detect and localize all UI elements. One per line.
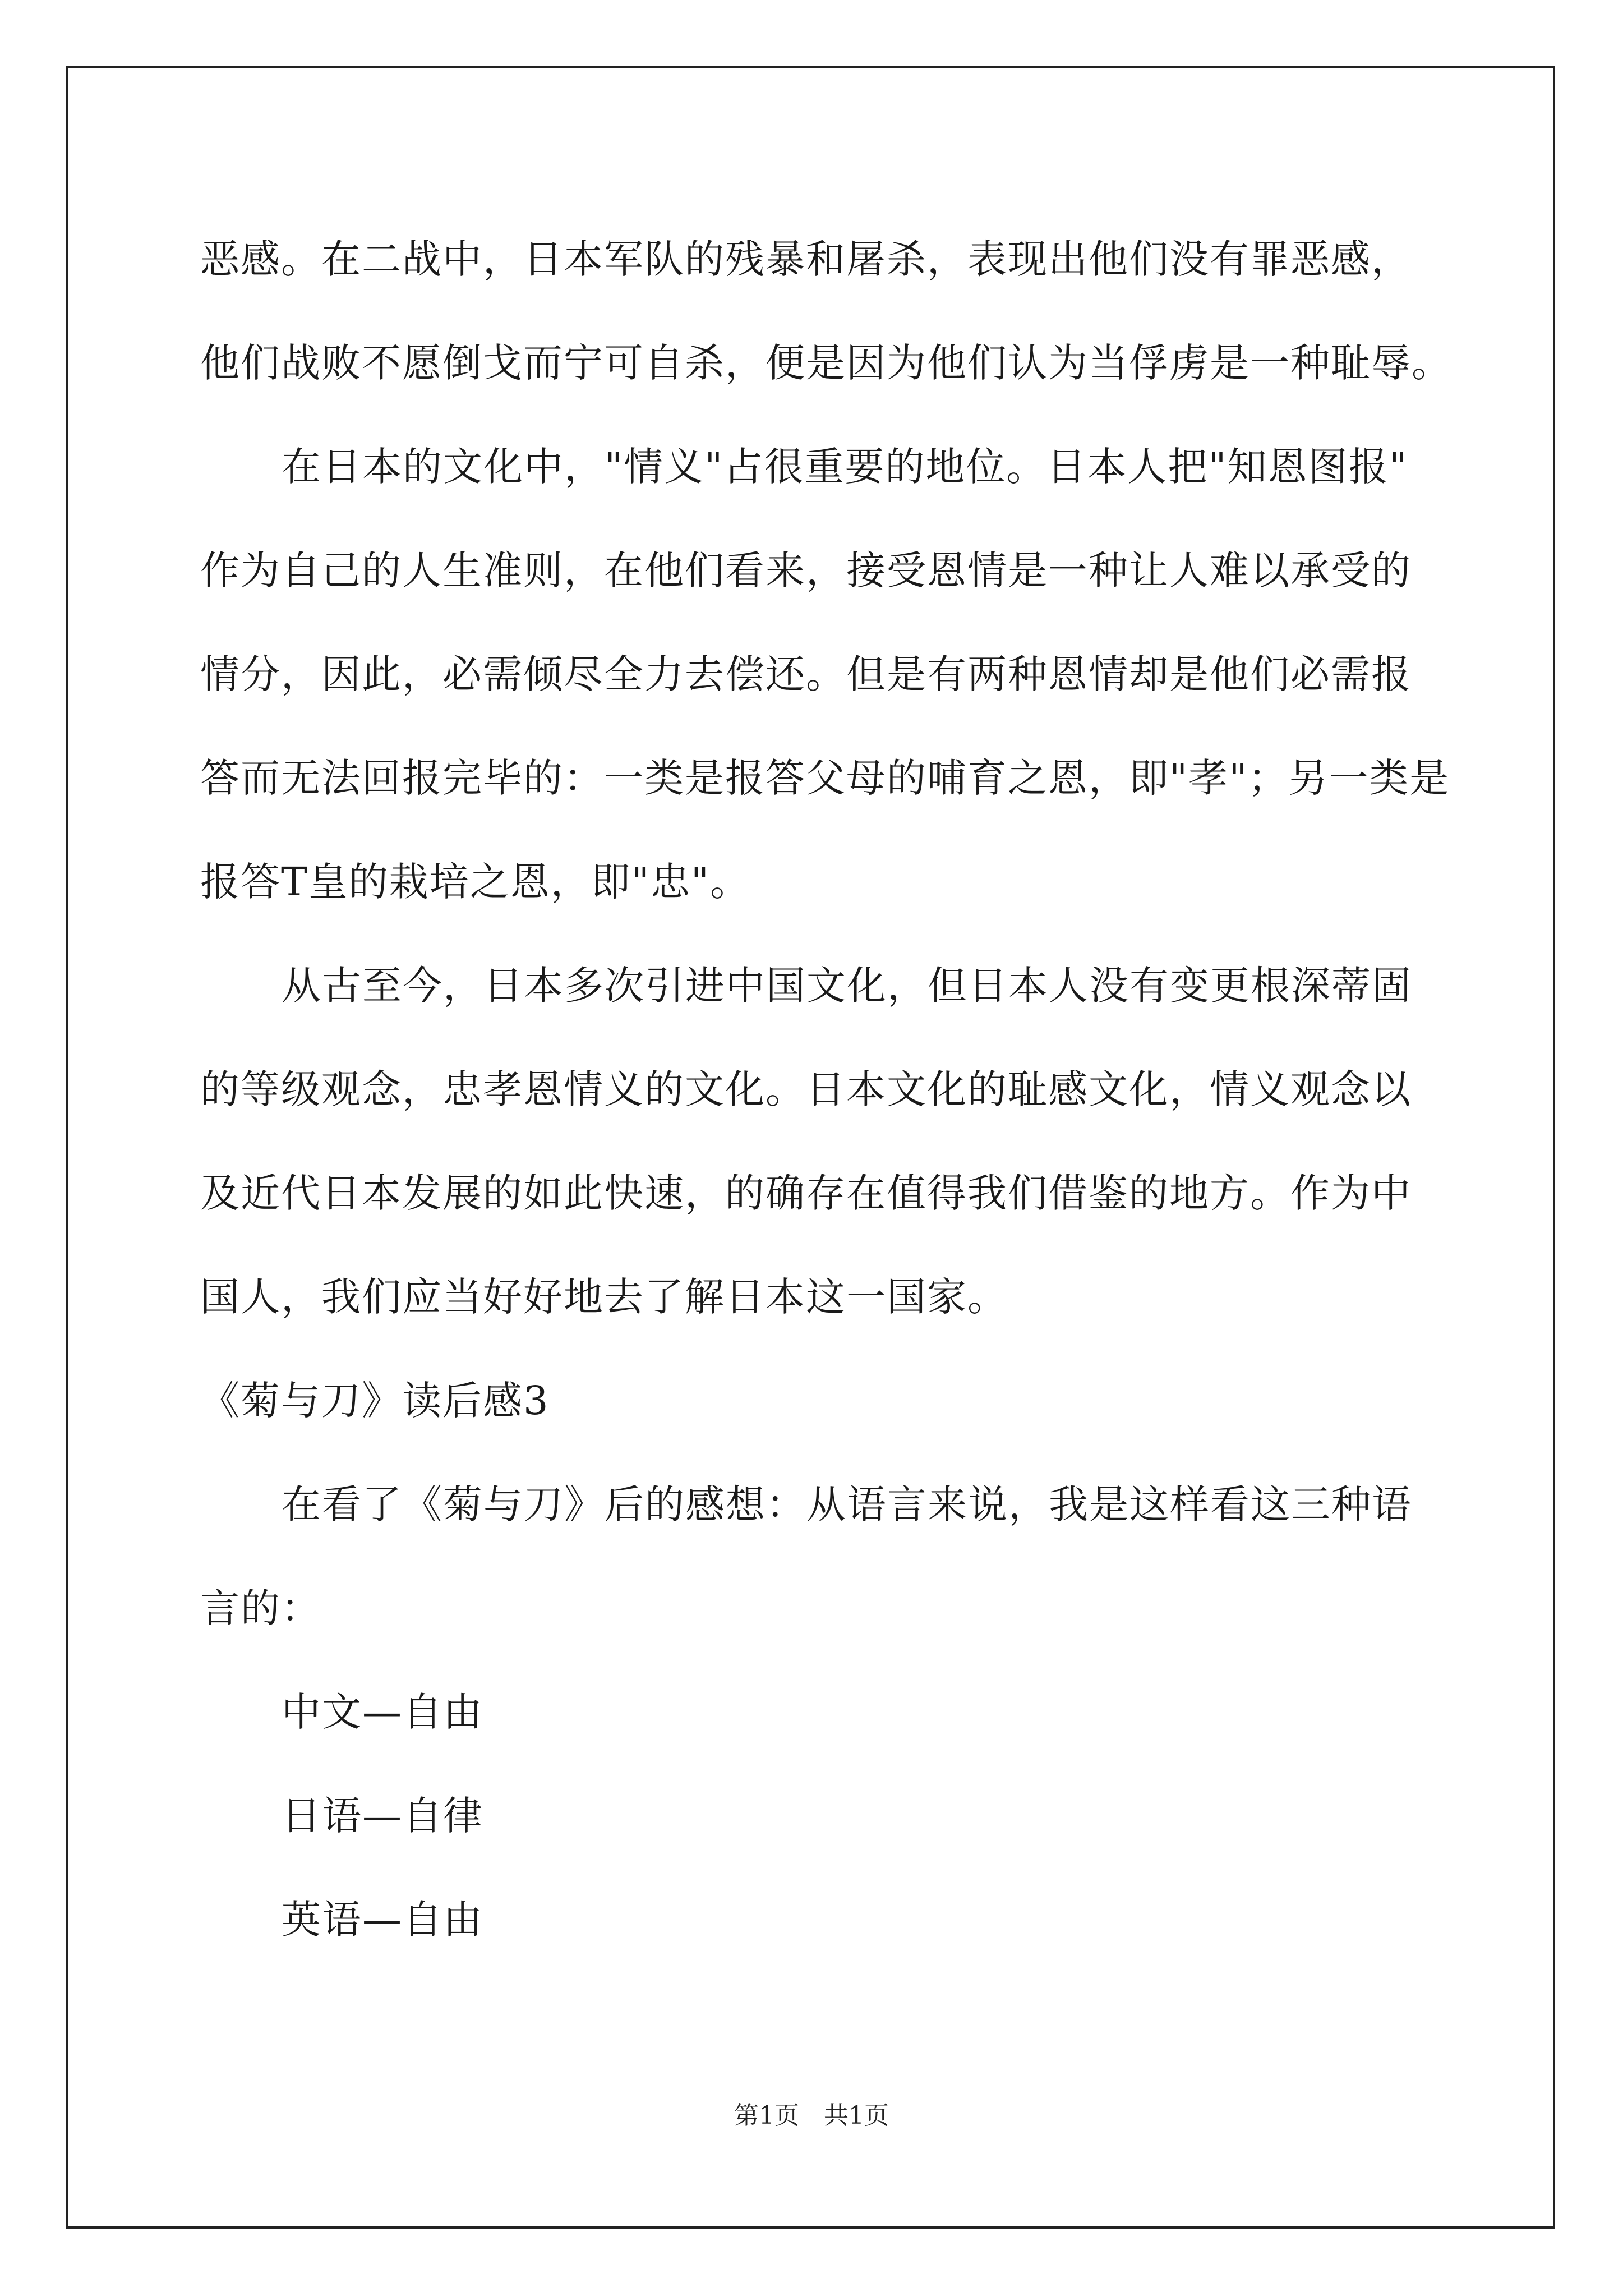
paragraph [200, 934, 1423, 1349]
text-line: 国人，我们应当好好地去了解日本这一国家。 [200, 1274, 1008, 1320]
text-line: 在日本的文化中，"情义"占很重要的地位。日本人把"知恩图报" [282, 444, 1408, 490]
page-footer: 第1页 共1页 [734, 2101, 889, 2130]
document-body [200, 208, 1452, 1972]
paragraph [200, 415, 1450, 934]
language-list [200, 1660, 1423, 1972]
text-line: 从古至今，日本多次引进中国文化，但日本人没有变更根深蒂固 [282, 963, 1412, 1009]
paragraph [200, 1453, 1423, 1660]
list-item: 中文—自由 [282, 1689, 483, 1735]
text-line: 的等级观念，忠孝恩情义的文化。日本文化的耻感文化，情义观念以 [200, 1066, 1412, 1112]
section-title: 《菊与刀》读后感3 [200, 1378, 550, 1424]
list-item: 英语—自由 [282, 1897, 483, 1943]
text-line: 报答T皇的栽培之恩，即"忠"。 [200, 859, 751, 905]
text-line: 答而无法回报完毕的：一类是报答父母的哺育之恩，即"孝"；另一类是 [200, 755, 1450, 801]
text-line: 在看了《菊与刀》后的感想：从语言来说，我是这样看这三种语 [282, 1481, 1412, 1527]
text-line: 情分，因此，必需倾尽全力去偿还。但是有两种恩情却是他们必需报 [200, 651, 1412, 697]
text-line: 言的： [200, 1585, 321, 1631]
text-line: 及近代日本发展的如此快速，的确存在值得我们借鉴的地方。作为中 [200, 1170, 1412, 1216]
text-line: 恶感。在二战中，日本军队的残暴和屠杀，表现出他们没有罪恶感， [200, 236, 1412, 282]
text-line: 作为自己的人生准则，在他们看来，接受恩情是一种让人难以承受的 [200, 547, 1412, 593]
list-item: 日语—自律 [282, 1793, 483, 1839]
text-line: 他们战败不愿倒戈而宁可自杀，便是因为他们认为当俘虏是一种耻辱。 [200, 340, 1452, 386]
paragraph [200, 208, 1452, 415]
